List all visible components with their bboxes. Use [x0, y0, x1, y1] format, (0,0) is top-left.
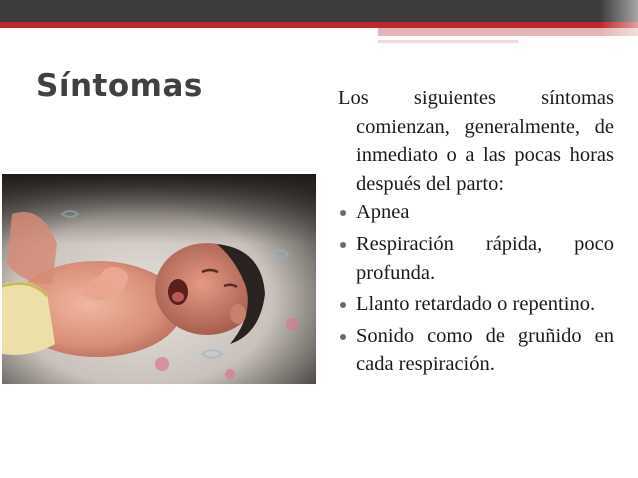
symptom-text: Respiración rápida, poco profunda.	[356, 232, 614, 284]
symptoms-text	[338, 84, 614, 382]
header-band-dark	[0, 0, 638, 22]
symptom-list	[338, 198, 614, 379]
intro-paragraph: Los siguientes síntomas comienzan, generalmente, de inmediato o a las pocas horas después del parto:	[338, 87, 614, 195]
symptom-text: Apnea	[356, 201, 410, 224]
symptom-text: Sonido como de gruñido en cada respiración.	[356, 324, 614, 376]
list-item	[338, 198, 614, 227]
header-thin-line	[378, 40, 518, 43]
symptom-text: Llanto retardado o repentino.	[356, 293, 596, 316]
bullet-dot-icon	[340, 302, 346, 308]
list-item	[338, 290, 614, 319]
bullet-dot-icon	[340, 210, 346, 216]
header-fade	[600, 0, 638, 44]
header-band-pink	[378, 28, 638, 36]
bullet-dot-icon	[340, 242, 346, 248]
list-item	[338, 230, 614, 287]
list-item	[338, 322, 614, 379]
slide-title: Síntomas	[36, 68, 203, 104]
newborn-photo	[2, 174, 316, 384]
bullet-dot-icon	[340, 334, 346, 340]
